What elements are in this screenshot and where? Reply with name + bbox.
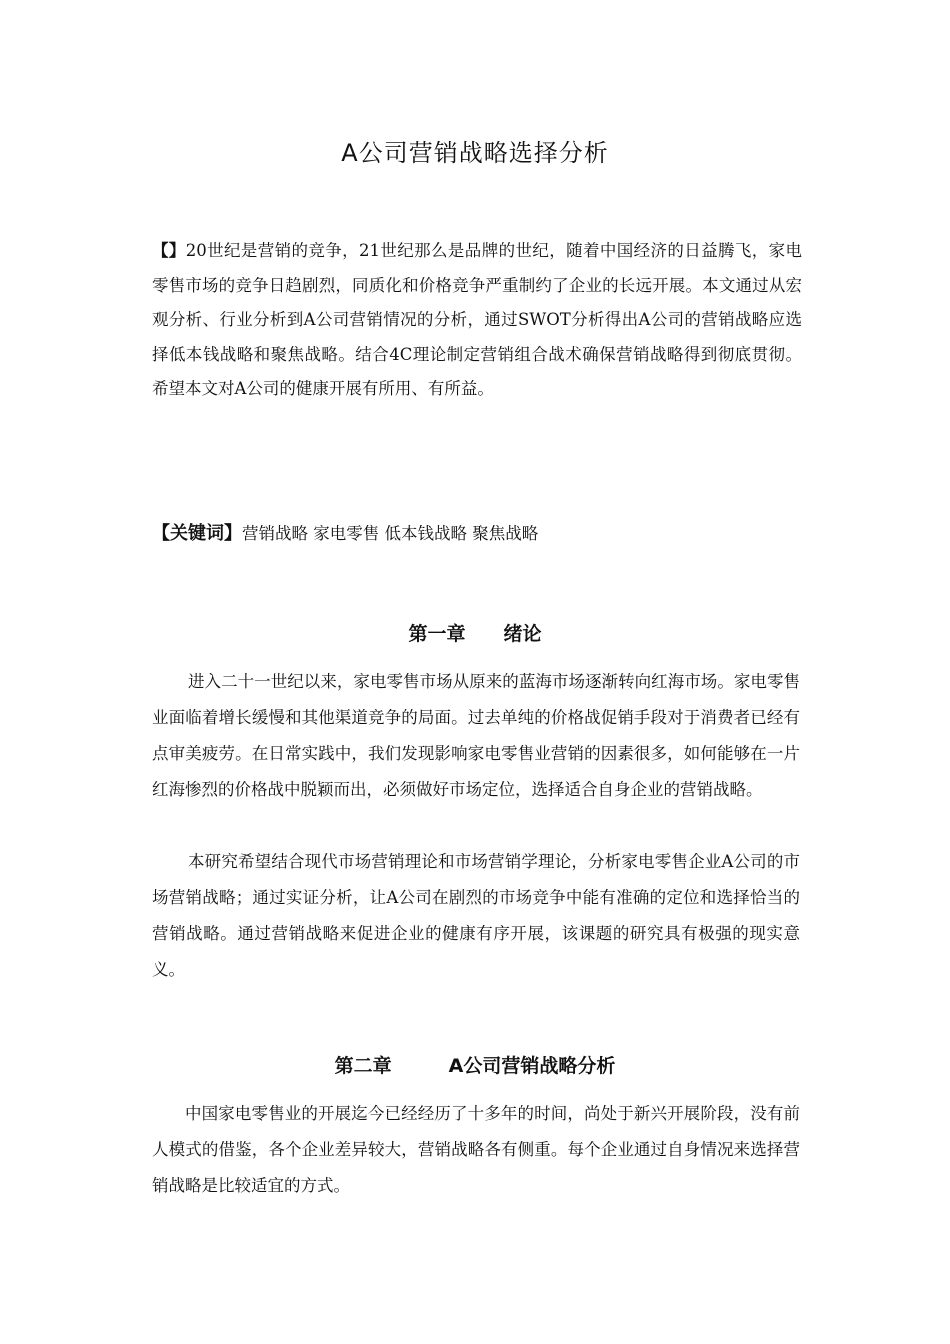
abstract-text: 20世纪是营销的竞争，21世纪那么是品牌的世纪，随着中国经济的日益腾飞，家电零售市场的竞争日趋剧烈，同质化和价格竞争严重制约了企业的长远开展。本文通过从宏观分析、行业分析到A公司营销情况的分析，通过SWOT分析得出A公司的营销战略应选择低本钱战略和聚焦战略。结合4C理论制定营销组合战术确保营销战略得到彻底贯彻。希望本文对A公司的健康开展有所用、有所益。: [152, 241, 803, 398]
abstract: [152, 234, 802, 407]
abstract-label: 【】: [152, 241, 186, 260]
keywords-text: 营销战略 家电零售 低本钱战略 聚焦战略: [242, 524, 539, 543]
chapter-1-heading: 第一章 绪论: [408, 623, 542, 645]
keywords-label: 【关键词】: [152, 523, 242, 544]
document-title: A公司营销战略选择分析: [341, 139, 609, 167]
chapter-2-heading: 第二章 A公司营销战略分析: [334, 1055, 616, 1077]
chapter-1-paragraph-1: 进入二十一世纪以来，家电零售市场从原来的蓝海市场逐渐转向红海市场。家电零售业面临着增长缓慢和其他渠道竞争的局面。过去单纯的价格战促销手段对于消费者已经有点审美疲劳。在日常实践中，我们发现影响家电零售业营销的因素很多，如何能够在一片红海惨烈的价格战中脱颖而出，必须做好市场定位，选择适合自身企业的营销战略。: [152, 672, 800, 799]
chapter-1-paragraph-2: 本研究希望结合现代市场营销理论和市场营销学理论，分析家电零售企业A公司的市场营销战略；通过实证分析，让A公司在剧烈的市场竞争中能有准确的定位和选择恰当的营销战略。通过营销战略来促进企业的健康有序开展，该课题的研究具有极强的现实意义。: [152, 852, 800, 979]
chapter-2-paragraph-1: 中国家电零售业的开展迄今已经经历了十多年的时间，尚处于新兴开展阶段，没有前人模式的借鉴，各个企业差异较大，营销战略各有侧重。每个企业通过自身情况来选择营销战略是比较适宜的方式。: [152, 1104, 800, 1195]
keywords: [152, 518, 802, 550]
